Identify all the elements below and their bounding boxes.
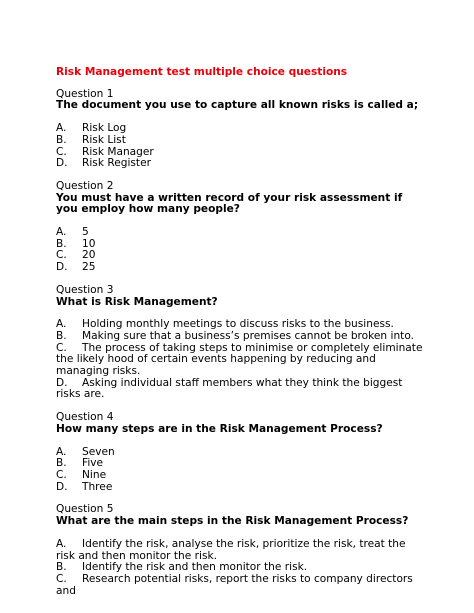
question-1 xyxy=(56,89,424,170)
option-letter: B. xyxy=(56,457,67,470)
option-text: Identify the risk, analyse the risk, prioritize the risk, treat the risk and then monitor the risk. xyxy=(56,537,406,562)
option-letter: A. xyxy=(56,537,67,550)
option-text: Making sure that a business’s premises cannot be broken into. xyxy=(82,329,414,342)
option-c xyxy=(56,574,424,597)
option-letter: A. xyxy=(56,445,67,458)
option-letter: D. xyxy=(56,157,68,170)
option-b xyxy=(56,458,424,470)
option-a xyxy=(56,539,424,562)
option-letter: B. xyxy=(56,133,67,146)
option-text: Seven xyxy=(82,445,115,458)
question-label: Question 1 xyxy=(56,87,114,100)
option-text: 25 xyxy=(82,261,96,274)
question-label: Question 5 xyxy=(56,503,114,516)
option-letter: C. xyxy=(56,468,67,481)
option-letter: A. xyxy=(56,318,67,331)
question-label: Question 4 xyxy=(56,411,114,424)
option-d xyxy=(56,158,424,170)
options-list xyxy=(56,319,424,401)
option-text: Risk Log xyxy=(82,122,127,135)
option-text: Risk Register xyxy=(82,157,151,170)
question-2 xyxy=(56,181,424,274)
option-letter: C. xyxy=(56,145,67,158)
option-text: Identify the risk and then monitor the risk. xyxy=(82,561,308,574)
option-letter: D. xyxy=(56,261,68,274)
option-letter: D. xyxy=(56,480,68,493)
question-text: You must have a written record of your risk assessment if you employ how many people? xyxy=(56,191,403,216)
question-5 xyxy=(56,504,424,597)
option-letter: C. xyxy=(56,249,67,262)
options-list xyxy=(56,447,424,494)
option-c xyxy=(56,343,424,378)
question-label: Question 2 xyxy=(56,179,114,192)
option-text: Nine xyxy=(82,468,107,481)
option-letter: B. xyxy=(56,561,67,574)
option-letter: B. xyxy=(56,329,67,342)
option-text: Holding monthly meetings to discuss risks to the business. xyxy=(82,318,394,331)
question-label: Question 3 xyxy=(56,283,114,296)
option-letter: A. xyxy=(56,226,67,239)
option-text: 10 xyxy=(82,237,96,250)
option-letter: B. xyxy=(56,237,67,250)
option-text: Risk Manager xyxy=(82,145,154,158)
option-b xyxy=(56,239,424,251)
option-letter: A. xyxy=(56,122,67,135)
question-text: How many steps are in the Risk Management Process? xyxy=(56,422,383,435)
document-title: Risk Management test multiple choice questions xyxy=(56,66,348,78)
option-text: 5 xyxy=(82,226,89,239)
option-d xyxy=(56,378,424,401)
option-text: Asking individual staff members what they think the biggest risks are. xyxy=(56,376,403,401)
question-3 xyxy=(56,285,424,401)
option-text: Research potential risks, report the risks to company directors and xyxy=(56,572,413,597)
option-text: 20 xyxy=(82,249,96,262)
option-d xyxy=(56,262,424,274)
option-letter: C. xyxy=(56,341,67,354)
question-text: The document you use to capture all known risks is called a; xyxy=(56,99,419,112)
document-page xyxy=(56,67,424,608)
option-text: The process of taking steps to minimise or completely eliminate the likely hood of certain events happening by reducing and managing risks. xyxy=(56,341,423,378)
option-letter: D. xyxy=(56,376,68,389)
options-list xyxy=(56,123,424,170)
option-a xyxy=(56,227,424,239)
question-4 xyxy=(56,412,424,493)
option-a xyxy=(56,447,424,459)
option-text: Risk List xyxy=(82,133,126,146)
option-text: Five xyxy=(82,457,104,470)
question-text: What is Risk Management? xyxy=(56,295,218,308)
option-c xyxy=(56,250,424,262)
option-d xyxy=(56,482,424,494)
options-list xyxy=(56,539,424,598)
question-text: What are the main steps in the Risk Management Process? xyxy=(56,515,409,528)
options-list xyxy=(56,227,424,274)
option-text: Three xyxy=(82,480,113,493)
option-letter: C. xyxy=(56,572,67,585)
